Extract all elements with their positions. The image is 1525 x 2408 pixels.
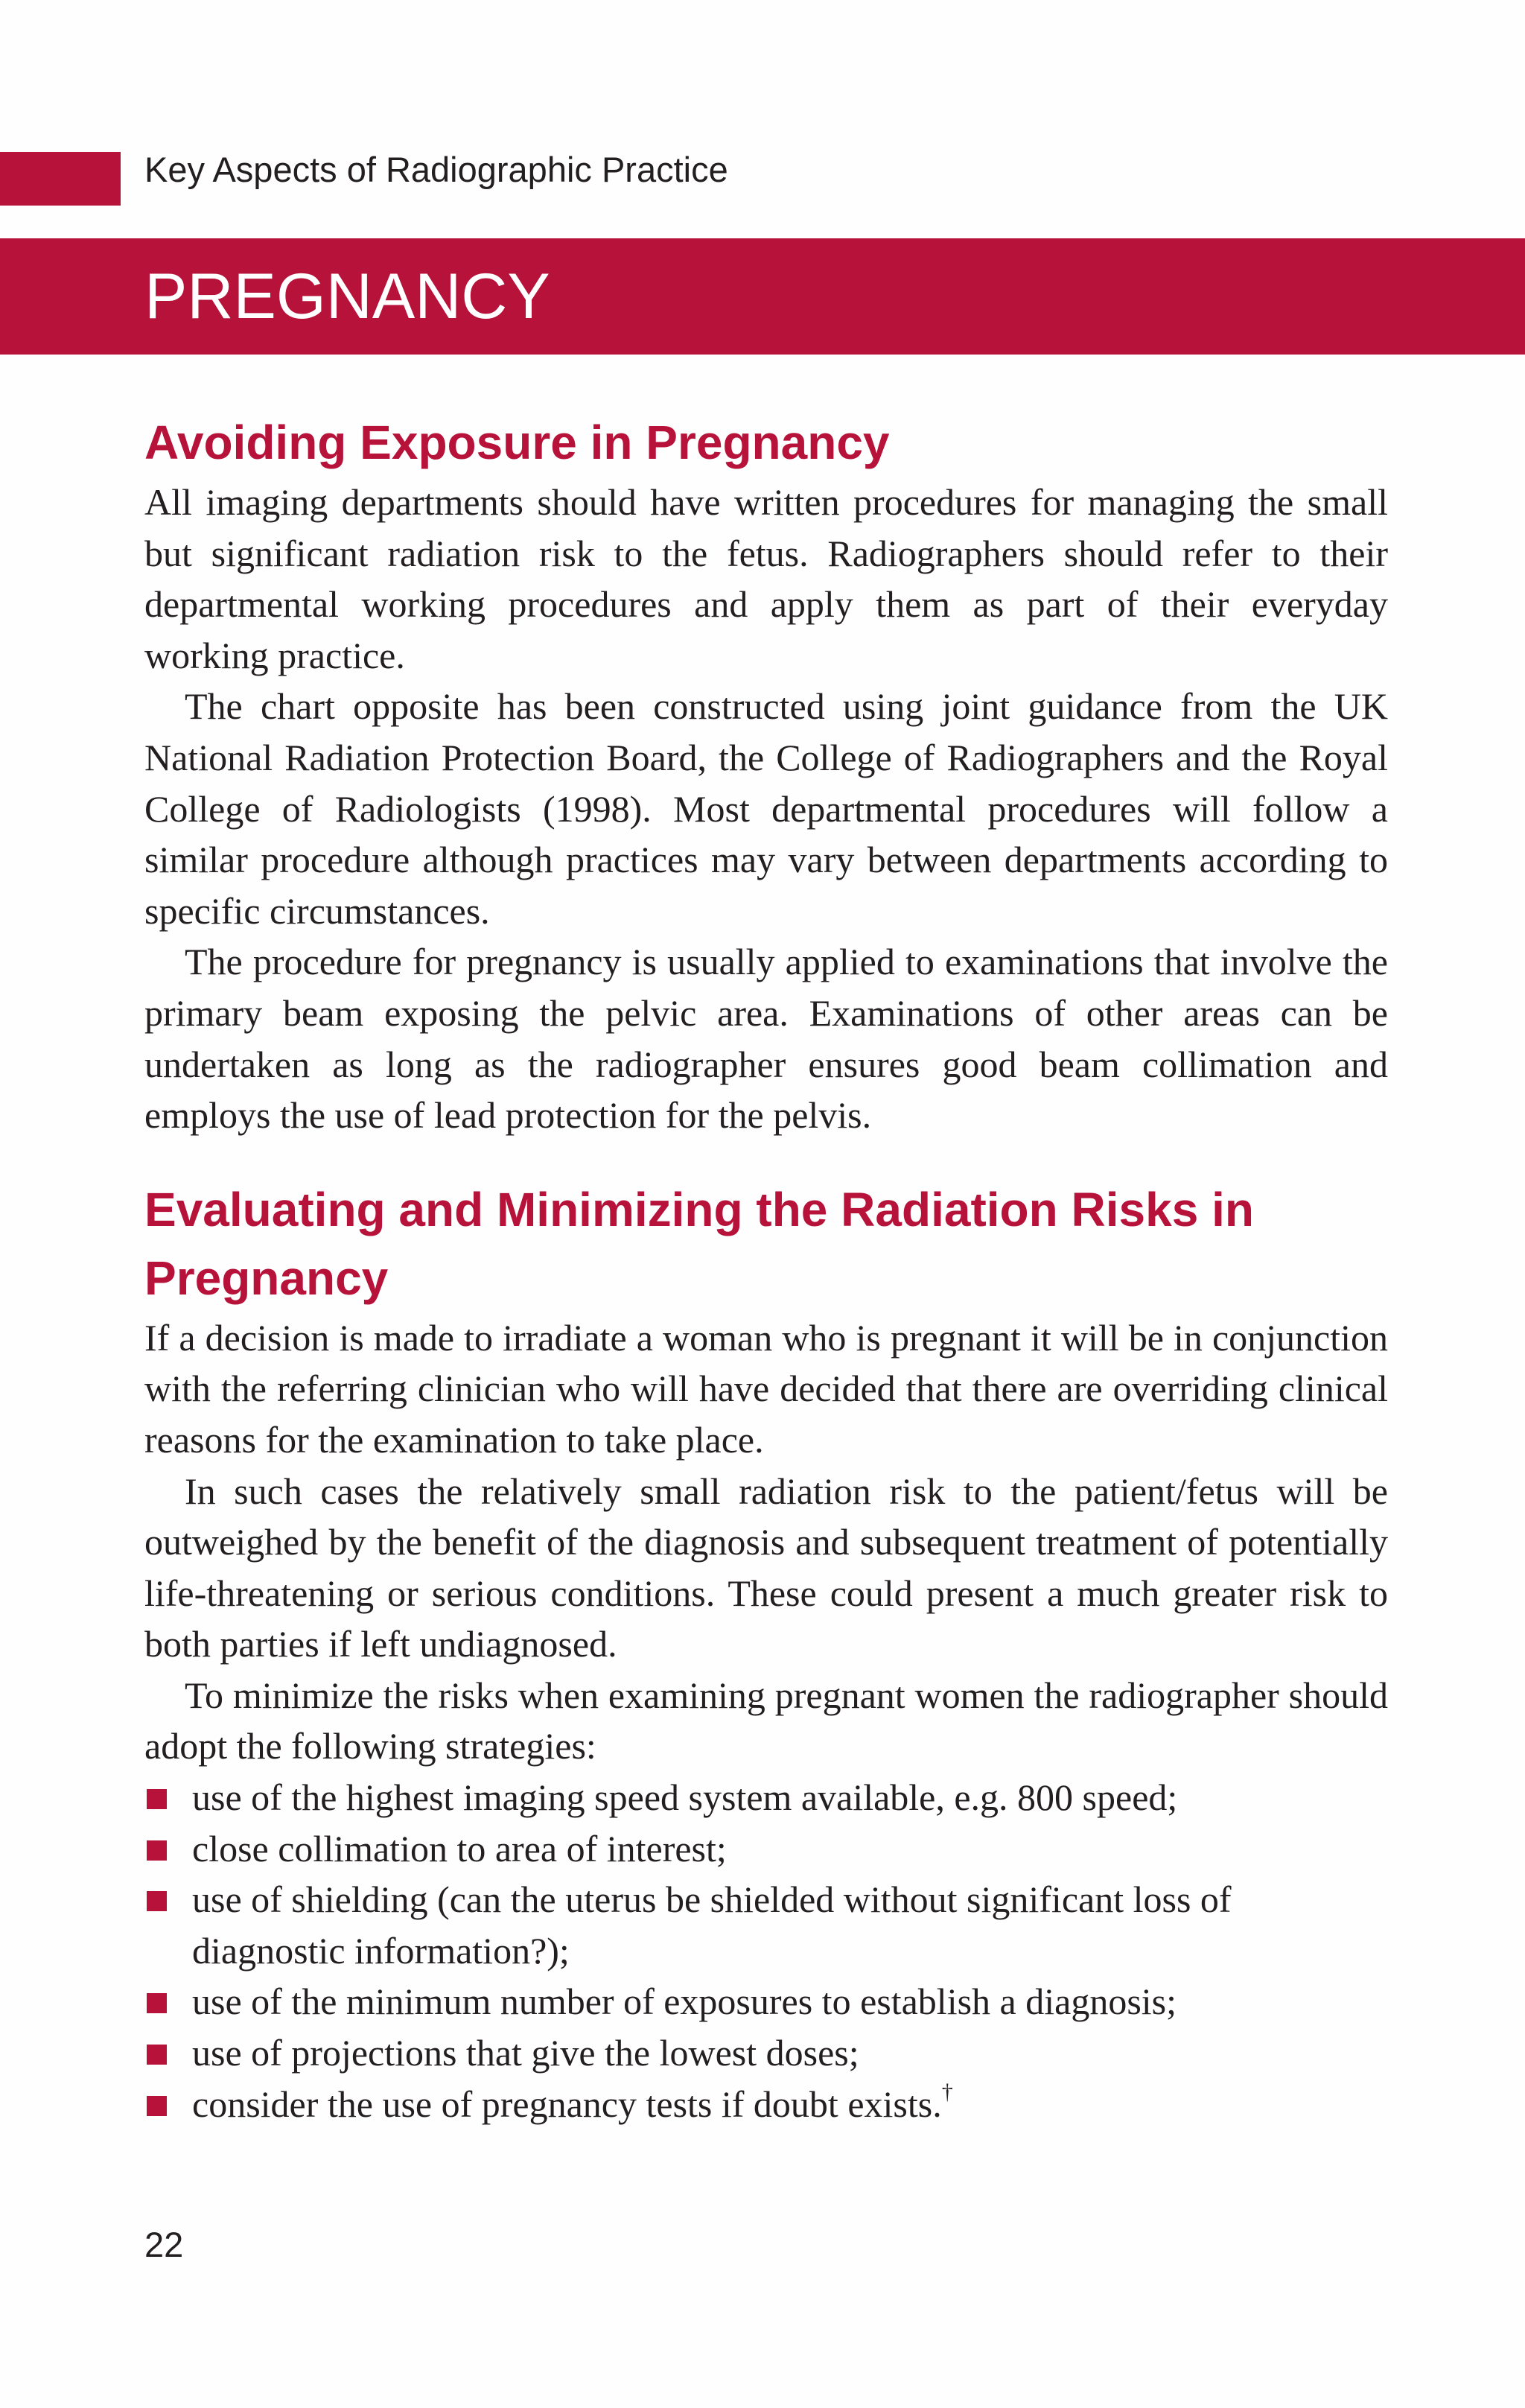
paragraph: The chart opposite has been constructed using joint guidance from the UK National Radiation Protection Board, the College of Radiographers and the Royal College of Radiologists (1998). Most departmental procedures will follow a similar procedure although practices may vary between departments according to specific circumstances. xyxy=(144,685,1388,932)
paragraph: To minimize the risks when examining pregnant women the radiographer should adopt the following strategies: xyxy=(144,1674,1388,1767)
page-body xyxy=(144,408,1388,2129)
list-item-text: use of the minimum number of exposures to establish a diagnosis; xyxy=(192,1980,1177,2023)
paragraph: The procedure for pregnancy is usually applied to examinations that involve the primary beam exposing the pelvic area. Examinations of other areas can be undertaken as long as the radiographer ensures good beam collimation and employs the use of lead protection for the pelvis. xyxy=(144,941,1388,1137)
header-accent-tab xyxy=(0,152,121,206)
list-item-text: close collimation to area of interest; xyxy=(192,1827,727,1869)
square-bullet-icon xyxy=(147,2096,167,2116)
paragraph: All imaging departments should have written procedures for managing the small but significant radiation risk to the fetus. Radiographers should refer to their departmental working procedures and apply them as part of their everyday working practice. xyxy=(144,481,1388,676)
paragraph: In such cases the relatively small radiation risk to the patient/fetus will be outweighed by the benefit of the diagnosis and subsequent treatment of potentially life-threatening or serious conditions. These could present a much greater risk to both parties if left undiagnosed. xyxy=(144,1470,1388,1665)
list-item-text: consider the use of pregnancy tests if doubt exists. xyxy=(192,2083,942,2125)
list-item-text: use of projections that give the lowest doses; xyxy=(192,2032,859,2074)
list-item-text: use of shielding (can the uterus be shielded without significant loss of diagnostic information?); xyxy=(192,1878,1232,1972)
paragraph: If a decision is made to irradiate a woman who is pregnant it will be in conjunction with the referring clinician who will have decided that there are overriding clinical reasons for the examination to take place. xyxy=(144,1316,1388,1461)
square-bullet-icon xyxy=(147,2045,167,2065)
square-bullet-icon xyxy=(147,1891,167,1911)
square-bullet-icon xyxy=(147,1840,167,1861)
section-heading-evaluating-risks: Evaluating and Minimizing the Radiation Risks in Pregnancy xyxy=(144,1182,1254,1305)
footnote-marker[interactable]: † xyxy=(941,2079,953,2104)
list-item xyxy=(144,1772,1388,1823)
square-bullet-icon xyxy=(147,1993,167,2013)
list-item-text: use of the highest imaging speed system available, e.g. 800 speed; xyxy=(192,1776,1178,1819)
strategy-list xyxy=(144,1772,1388,2129)
chapter-title-band xyxy=(0,238,1525,355)
list-item xyxy=(144,1823,1388,1875)
square-bullet-icon xyxy=(147,1789,167,1809)
list-item xyxy=(144,2079,1388,2130)
section-heading-avoiding-exposure: Avoiding Exposure in Pregnancy xyxy=(144,416,890,469)
running-head: Key Aspects of Radiographic Practice xyxy=(144,150,728,189)
list-item xyxy=(144,1976,1388,2027)
list-item xyxy=(144,1874,1388,1976)
page-number: 22 xyxy=(144,2225,184,2264)
list-item xyxy=(144,2027,1388,2079)
chapter-title: PREGNANCY xyxy=(144,261,550,332)
